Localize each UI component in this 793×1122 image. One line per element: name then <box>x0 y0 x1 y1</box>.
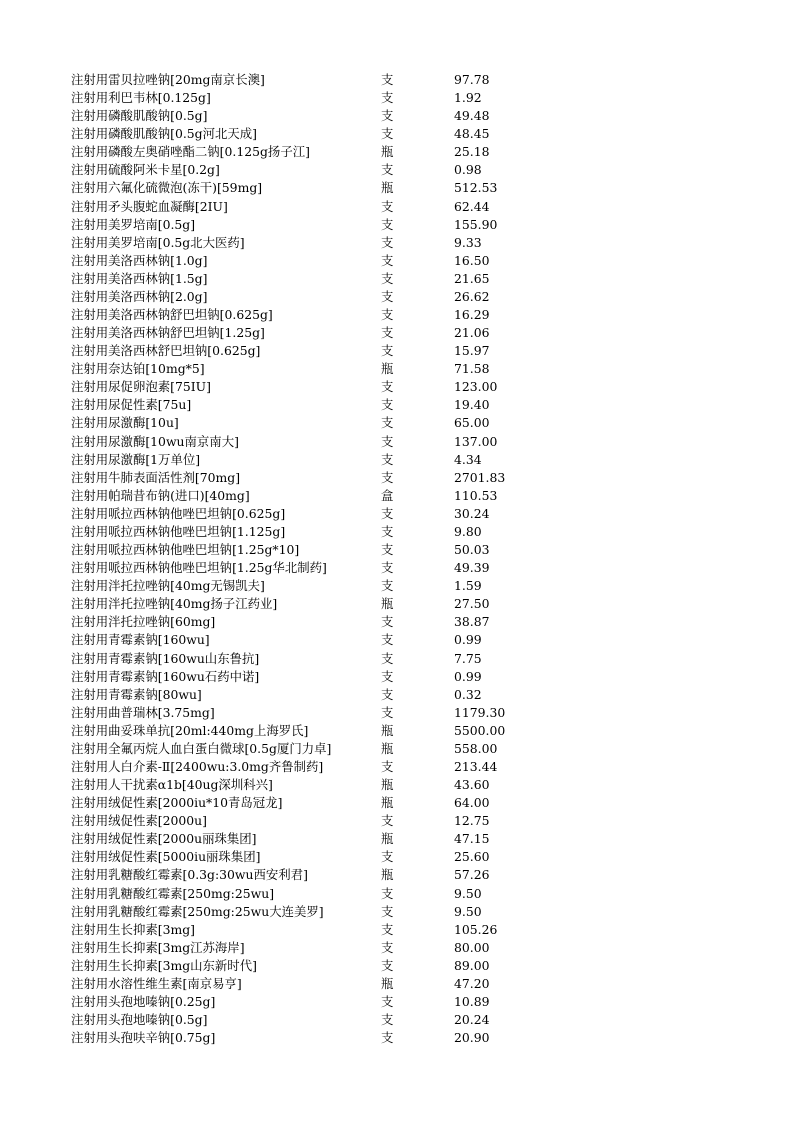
price-cell: 97.78 <box>454 72 490 87</box>
unit-cell: 支 <box>381 162 394 178</box>
drug-name-cell: 注射用头孢地嗪钠[0.5g] <box>71 1012 208 1028</box>
price-cell: 5500.00 <box>454 722 506 738</box>
price-cell: 558.00 <box>454 740 498 756</box>
drug-name-cell: 注射用绒促性素[2000iu*10青岛冠龙] <box>71 795 283 811</box>
price-cell: 123.00 <box>454 379 498 395</box>
table-row <box>0 830 793 848</box>
price-cell: 49.48 <box>454 108 490 124</box>
price-cell: 0.98 <box>454 162 482 178</box>
table-row <box>0 758 793 776</box>
price-cell: 2701.83 <box>454 469 506 485</box>
drug-name-cell: 注射用青霉素钠[80wu] <box>71 686 202 702</box>
drug-name-cell: 注射用美洛西林钠舒巴坦钠[1.25g] <box>71 325 265 341</box>
unit-cell: 支 <box>381 325 394 341</box>
drug-name-cell: 注射用帕瑞昔布钠(进口)[40mg] <box>71 487 250 503</box>
price-cell: 19.40 <box>454 397 490 413</box>
unit-cell: 支 <box>381 343 394 359</box>
drug-name-cell: 注射用绒促性素[5000iu丽珠集团] <box>71 849 261 865</box>
price-cell: 57.26 <box>454 867 490 883</box>
unit-cell: 支 <box>381 126 394 142</box>
drug-name-cell: 注射用哌拉西林钠他唑巴坦钠[0.625g] <box>71 505 286 521</box>
drug-name-cell: 注射用生长抑素[3mg山东新时代] <box>71 957 257 973</box>
unit-cell: 支 <box>381 578 394 594</box>
drug-name-cell: 注射用青霉素钠[160wu山东鲁抗] <box>71 650 260 666</box>
unit-cell: 瓶 <box>381 180 394 196</box>
drug-name-cell: 注射用人白介素-Ⅱ[2400wu:3.0mg齐鲁制药] <box>71 758 324 774</box>
unit-cell: 支 <box>381 72 394 87</box>
unit-cell: 支 <box>381 542 394 558</box>
price-cell: 21.06 <box>454 325 490 341</box>
price-cell: 49.39 <box>454 560 490 576</box>
table-row <box>0 903 793 921</box>
table-row <box>0 577 793 595</box>
table-row <box>0 650 793 668</box>
drug-name-cell: 注射用美洛西林钠[1.5g] <box>71 270 208 286</box>
table-row <box>0 993 793 1011</box>
unit-cell: 瓶 <box>381 795 394 811</box>
table-row <box>0 885 793 903</box>
price-cell: 12.75 <box>454 813 490 829</box>
drug-name-cell: 注射用乳糖酸红霉素[250mg:25wu大连美罗] <box>71 903 324 919</box>
unit-cell: 瓶 <box>381 596 394 612</box>
table-row <box>0 541 793 559</box>
drug-name-cell: 注射用青霉素钠[160wu] <box>71 632 210 648</box>
unit-cell: 支 <box>381 939 394 955</box>
price-cell: 25.18 <box>454 144 490 160</box>
drug-name-cell: 注射用曲普瑞林[3.75mg] <box>71 704 215 720</box>
drug-name-cell: 注射用矛头腹蛇血凝酶[2IU] <box>71 198 228 214</box>
drug-name-cell: 注射用泮托拉唑钠[60mg] <box>71 614 216 630</box>
drug-name-cell: 注射用泮托拉唑钠[40mg无锡凯夫] <box>71 578 265 594</box>
price-cell: 7.75 <box>454 650 482 666</box>
unit-cell: 瓶 <box>381 722 394 738</box>
table-row <box>0 234 793 252</box>
table-row <box>0 1029 793 1047</box>
table-row <box>0 342 793 360</box>
price-cell: 0.99 <box>454 632 482 648</box>
unit-cell: 支 <box>381 1012 394 1028</box>
table-row <box>0 559 793 577</box>
drug-name-cell: 注射用磷酸肌酸钠[0.5g] <box>71 108 208 124</box>
unit-cell: 支 <box>381 523 394 539</box>
table-row <box>0 613 793 631</box>
unit-cell: 支 <box>381 288 394 304</box>
price-cell: 110.53 <box>454 487 498 503</box>
unit-cell: 支 <box>381 957 394 973</box>
drug-name-cell: 注射用美罗培南[0.5g北大医药] <box>71 234 245 250</box>
drug-name-cell: 注射用雷贝拉唑钠[20mg南京长澳] <box>71 72 265 87</box>
drug-name-cell: 注射用全氟丙烷人血白蛋白微球[0.5g厦门力卓] <box>71 740 332 756</box>
table-row <box>0 668 793 686</box>
table-row <box>0 216 793 234</box>
table-row <box>0 324 793 342</box>
unit-cell: 支 <box>381 993 394 1009</box>
drug-name-cell: 注射用磷酸左奥硝唑酯二钠[0.125g扬子江] <box>71 144 310 160</box>
unit-cell: 支 <box>381 885 394 901</box>
drug-name-cell: 注射用六氟化硫微泡(冻干)[59mg] <box>71 180 263 196</box>
unit-cell: 支 <box>381 560 394 576</box>
drug-name-cell: 注射用利巴韦林[0.125g] <box>71 90 211 106</box>
unit-cell: 支 <box>381 903 394 919</box>
price-cell: 47.20 <box>454 975 490 991</box>
unit-cell: 支 <box>381 1030 394 1046</box>
table-row <box>0 776 793 794</box>
drug-name-cell: 注射用生长抑素[3mg] <box>71 921 195 937</box>
price-cell: 9.80 <box>454 523 482 539</box>
unit-cell: 瓶 <box>381 144 394 160</box>
price-cell: 9.33 <box>454 234 482 250</box>
price-cell: 30.24 <box>454 505 490 521</box>
price-cell: 9.50 <box>454 903 482 919</box>
table-row <box>0 252 793 270</box>
price-cell: 9.50 <box>454 885 482 901</box>
drug-name-cell: 注射用哌拉西林钠他唑巴坦钠[1.25g华北制药] <box>71 560 327 576</box>
table-row <box>0 71 793 89</box>
table-row <box>0 866 793 884</box>
price-list-table <box>0 71 793 1047</box>
price-cell: 10.89 <box>454 993 490 1009</box>
price-cell: 25.60 <box>454 849 490 865</box>
price-cell: 71.58 <box>454 361 490 377</box>
price-cell: 38.87 <box>454 614 490 630</box>
table-row <box>0 812 793 830</box>
unit-cell: 支 <box>381 668 394 684</box>
price-cell: 48.45 <box>454 126 490 142</box>
price-cell: 20.90 <box>454 1030 490 1046</box>
drug-name-cell: 注射用尿促卵泡素[75IU] <box>71 379 211 395</box>
price-cell: 0.32 <box>454 686 482 702</box>
table-row <box>0 921 793 939</box>
table-row <box>0 595 793 613</box>
price-cell: 62.44 <box>454 198 490 214</box>
table-row <box>0 631 793 649</box>
table-row <box>0 523 793 541</box>
table-row <box>0 89 793 107</box>
price-cell: 20.24 <box>454 1012 490 1028</box>
table-row <box>0 306 793 324</box>
drug-name-cell: 注射用尿激酶[10u] <box>71 415 179 431</box>
drug-name-cell: 注射用曲妥珠单抗[20ml:440mg上海罗氏] <box>71 722 309 738</box>
unit-cell: 瓶 <box>381 831 394 847</box>
unit-cell: 支 <box>381 415 394 431</box>
price-cell: 65.00 <box>454 415 490 431</box>
unit-cell: 瓶 <box>381 740 394 756</box>
unit-cell: 支 <box>381 469 394 485</box>
drug-name-cell: 注射用牛肺表面活性剂[70mg] <box>71 469 241 485</box>
unit-cell: 瓶 <box>381 777 394 793</box>
drug-name-cell: 注射用水溶性维生素[南京易亨] <box>71 975 242 991</box>
unit-cell: 支 <box>381 379 394 395</box>
unit-cell: 支 <box>381 90 394 106</box>
table-row <box>0 939 793 957</box>
table-row <box>0 740 793 758</box>
table-row <box>0 469 793 487</box>
price-cell: 1.59 <box>454 578 482 594</box>
drug-name-cell: 注射用美洛西林舒巴坦钠[0.625g] <box>71 343 261 359</box>
drug-name-cell: 注射用泮托拉唑钠[40mg扬子江药业] <box>71 596 278 612</box>
unit-cell: 支 <box>381 451 394 467</box>
drug-name-cell: 注射用硫酸阿米卡星[0.2g] <box>71 162 220 178</box>
unit-cell: 支 <box>381 433 394 449</box>
price-cell: 512.53 <box>454 180 498 196</box>
drug-name-cell: 注射用哌拉西林钠他唑巴坦钠[1.125g] <box>71 523 286 539</box>
unit-cell: 支 <box>381 397 394 413</box>
price-cell: 137.00 <box>454 433 498 449</box>
table-row <box>0 487 793 505</box>
table-row <box>0 704 793 722</box>
table-row <box>0 433 793 451</box>
drug-name-cell: 注射用绒促性素[2000u] <box>71 813 207 829</box>
table-row <box>0 107 793 125</box>
price-cell: 16.50 <box>454 252 490 268</box>
table-row <box>0 505 793 523</box>
unit-cell: 瓶 <box>381 867 394 883</box>
table-row <box>0 722 793 740</box>
table-row <box>0 179 793 197</box>
table-row <box>0 848 793 866</box>
drug-name-cell: 注射用绒促性素[2000u丽珠集团] <box>71 831 257 847</box>
price-cell: 4.34 <box>454 451 482 467</box>
table-row <box>0 396 793 414</box>
unit-cell: 支 <box>381 108 394 124</box>
unit-cell: 支 <box>381 686 394 702</box>
drug-name-cell: 注射用磷酸肌酸钠[0.5g河北天成] <box>71 126 257 142</box>
table-row <box>0 270 793 288</box>
table-row <box>0 198 793 216</box>
price-cell: 105.26 <box>454 921 498 937</box>
drug-name-cell: 注射用头孢呋辛钠[0.75g] <box>71 1030 216 1046</box>
table-row <box>0 378 793 396</box>
drug-name-cell: 注射用美洛西林钠[1.0g] <box>71 252 208 268</box>
price-cell: 27.50 <box>454 596 490 612</box>
unit-cell: 支 <box>381 270 394 286</box>
price-cell: 1.92 <box>454 90 482 106</box>
drug-name-cell: 注射用生长抑素[3mg江苏海岸] <box>71 939 245 955</box>
drug-name-cell: 注射用尿激酶[1万单位] <box>71 451 201 467</box>
price-cell: 64.00 <box>454 795 490 811</box>
table-row <box>0 957 793 975</box>
drug-name-cell: 注射用头孢地嗪钠[0.25g] <box>71 993 216 1009</box>
table-row <box>0 686 793 704</box>
price-cell: 50.03 <box>454 542 490 558</box>
drug-name-cell: 注射用美洛西林钠[2.0g] <box>71 288 208 304</box>
table-row <box>0 288 793 306</box>
price-cell: 16.29 <box>454 307 490 323</box>
drug-name-cell: 注射用乳糖酸红霉素[0.3g:30wu西安利君] <box>71 867 308 883</box>
price-cell: 80.00 <box>454 939 490 955</box>
unit-cell: 支 <box>381 921 394 937</box>
price-cell: 213.44 <box>454 758 498 774</box>
table-row <box>0 1011 793 1029</box>
table-row <box>0 143 793 161</box>
table-row <box>0 125 793 143</box>
drug-name-cell: 注射用哌拉西林钠他唑巴坦钠[1.25g*10] <box>71 542 300 558</box>
drug-name-cell: 注射用青霉素钠[160wu石药中诺] <box>71 668 260 684</box>
unit-cell: 支 <box>381 758 394 774</box>
drug-name-cell: 注射用乳糖酸红霉素[250mg:25wu] <box>71 885 275 901</box>
table-row <box>0 451 793 469</box>
table-row <box>0 975 793 993</box>
unit-cell: 瓶 <box>381 361 394 377</box>
unit-cell: 支 <box>381 234 394 250</box>
unit-cell: 支 <box>381 813 394 829</box>
unit-cell: 支 <box>381 614 394 630</box>
unit-cell: 支 <box>381 198 394 214</box>
table-row <box>0 360 793 378</box>
table-row <box>0 794 793 812</box>
price-cell: 47.15 <box>454 831 490 847</box>
price-cell: 89.00 <box>454 957 490 973</box>
unit-cell: 支 <box>381 704 394 720</box>
unit-cell: 盒 <box>381 487 394 503</box>
price-cell: 0.99 <box>454 668 482 684</box>
unit-cell: 支 <box>381 505 394 521</box>
drug-name-cell: 注射用奈达铂[10mg*5] <box>71 361 205 377</box>
drug-name-cell: 注射用尿促性素[75u] <box>71 397 192 413</box>
unit-cell: 支 <box>381 849 394 865</box>
drug-name-cell: 注射用人干扰素α1b[40ug深圳科兴] <box>71 777 273 793</box>
price-cell: 26.62 <box>454 288 490 304</box>
unit-cell: 支 <box>381 632 394 648</box>
price-cell: 15.97 <box>454 343 490 359</box>
price-cell: 21.65 <box>454 270 490 286</box>
drug-name-cell: 注射用美罗培南[0.5g] <box>71 216 196 232</box>
table-row <box>0 161 793 179</box>
table-row <box>0 414 793 432</box>
unit-cell: 支 <box>381 252 394 268</box>
drug-name-cell: 注射用尿激酶[10wu南京南大] <box>71 433 239 449</box>
unit-cell: 支 <box>381 216 394 232</box>
price-cell: 43.60 <box>454 777 490 793</box>
drug-name-cell: 注射用美洛西林钠舒巴坦钠[0.625g] <box>71 307 273 323</box>
unit-cell: 支 <box>381 650 394 666</box>
unit-cell: 支 <box>381 307 394 323</box>
unit-cell: 瓶 <box>381 975 394 991</box>
price-cell: 155.90 <box>454 216 498 232</box>
price-cell: 1179.30 <box>454 704 506 720</box>
